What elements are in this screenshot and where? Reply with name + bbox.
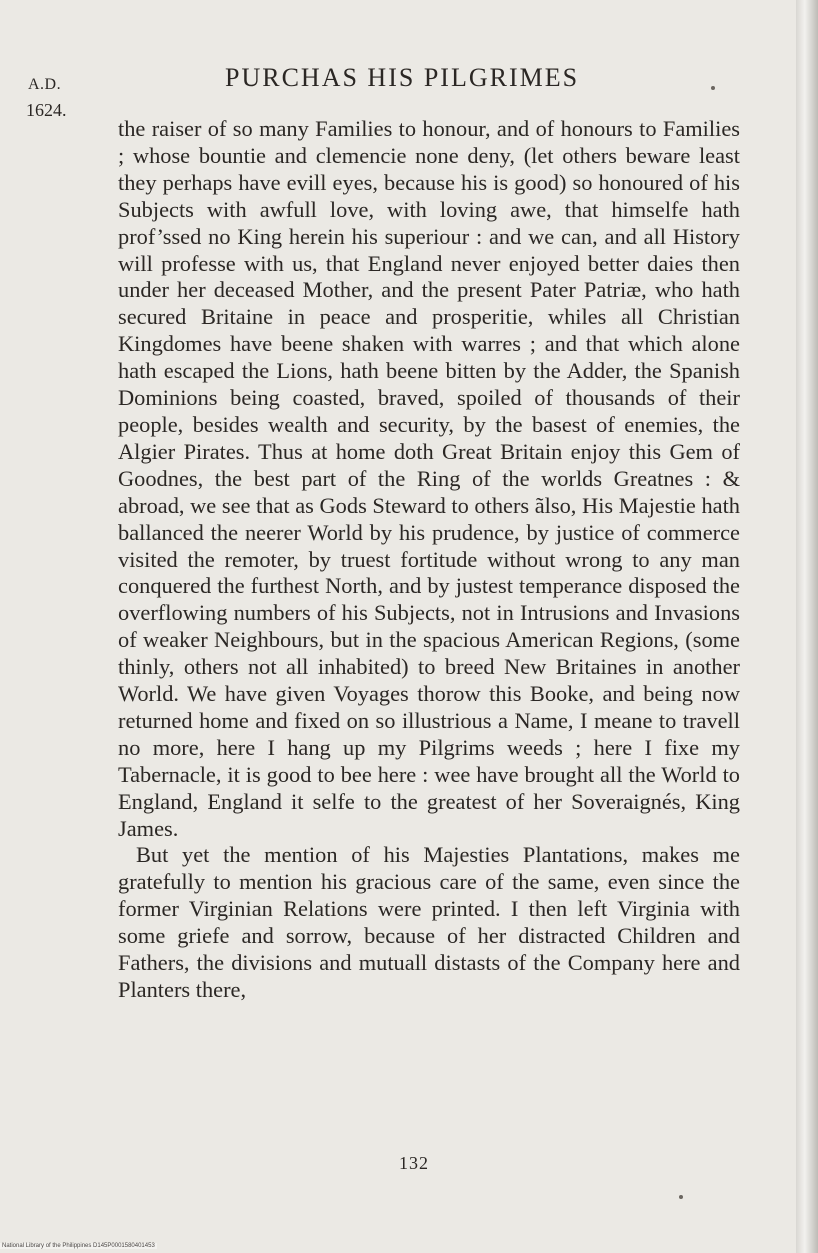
book-spine-shadow [796, 0, 818, 1253]
page-number: 132 [399, 1153, 429, 1173]
speck-dot [711, 86, 715, 90]
paragraph-1: the raiser of so many Families to honour, and of honours to Families ; whose bountie and clemencie none deny, (let others beware least they perhaps have evill eyes, because his is good) so honoured of his Subjects with awfull love, with loving awe, that himselfe hath prof’ssed no King herein his superiour : and we can, and all History will professe with us, that England never enjoyed better daies then under her deceased Mother, and the present Pater Patriæ, who hath secured Britaine in peace and prosperitie, whiles all Christian Kingdomes have beene shaken with warres ; and that which alone hath escaped the Lions, hath beene bitten by the Adder, the Spanish Dominions being coasted, braved, spoiled of thousands of their people, besides wealth and security, by the basest of enemies, the Algier Pirates. Thus at home doth Great Britain enjoy this Gem of Goodnes, the best part of the Ring of the worlds Greatnes : & abroad, we see that as Gods Steward to others ãlso, His Majestie hath ballanced the neerer World by his prudence, by justice of commerce visited the remoter, by truest fortitude without wrong to any man conquered the furthest North, and by justest temperance disposed the overflowing numbers of his Subjects, not in Intrusions and Invasions of weaker Neighbours, but in the spacious American Regions, (some thinly, others not all inhabited) to breed New Britaines in another World. We have given Voyages thorow this Booke, and being now returned home and fixed on so illustrious a Name, I meane to travell no more, here I hang up my Pilgrims weeds ; here I fixe my Tabernacle, it is good to bee here : wee have brought all the World to England, England it selfe to the greatest of her Soveraignés, King James. [118, 116, 740, 841]
digitization-credit: National Library of the Philippines D145P0001580401453 [2, 1243, 155, 1249]
speck-dot [679, 1195, 683, 1199]
body-text [118, 116, 740, 1004]
margin-era: A.D. [28, 76, 62, 93]
margin-year: 1624. [26, 100, 67, 120]
paragraph-2: But yet the mention of his Majesties Plantations, makes me gratefully to mention his gracious care of the same, even since the former Virginian Relations were printed. I then left Virginia with some griefe and sorrow, because of her distracted Children and Fathers, the divisions and mutuall distasts of the Company here and Planters there, [118, 842, 740, 1002]
running-header: PURCHAS HIS PILGRIMES [225, 63, 580, 92]
